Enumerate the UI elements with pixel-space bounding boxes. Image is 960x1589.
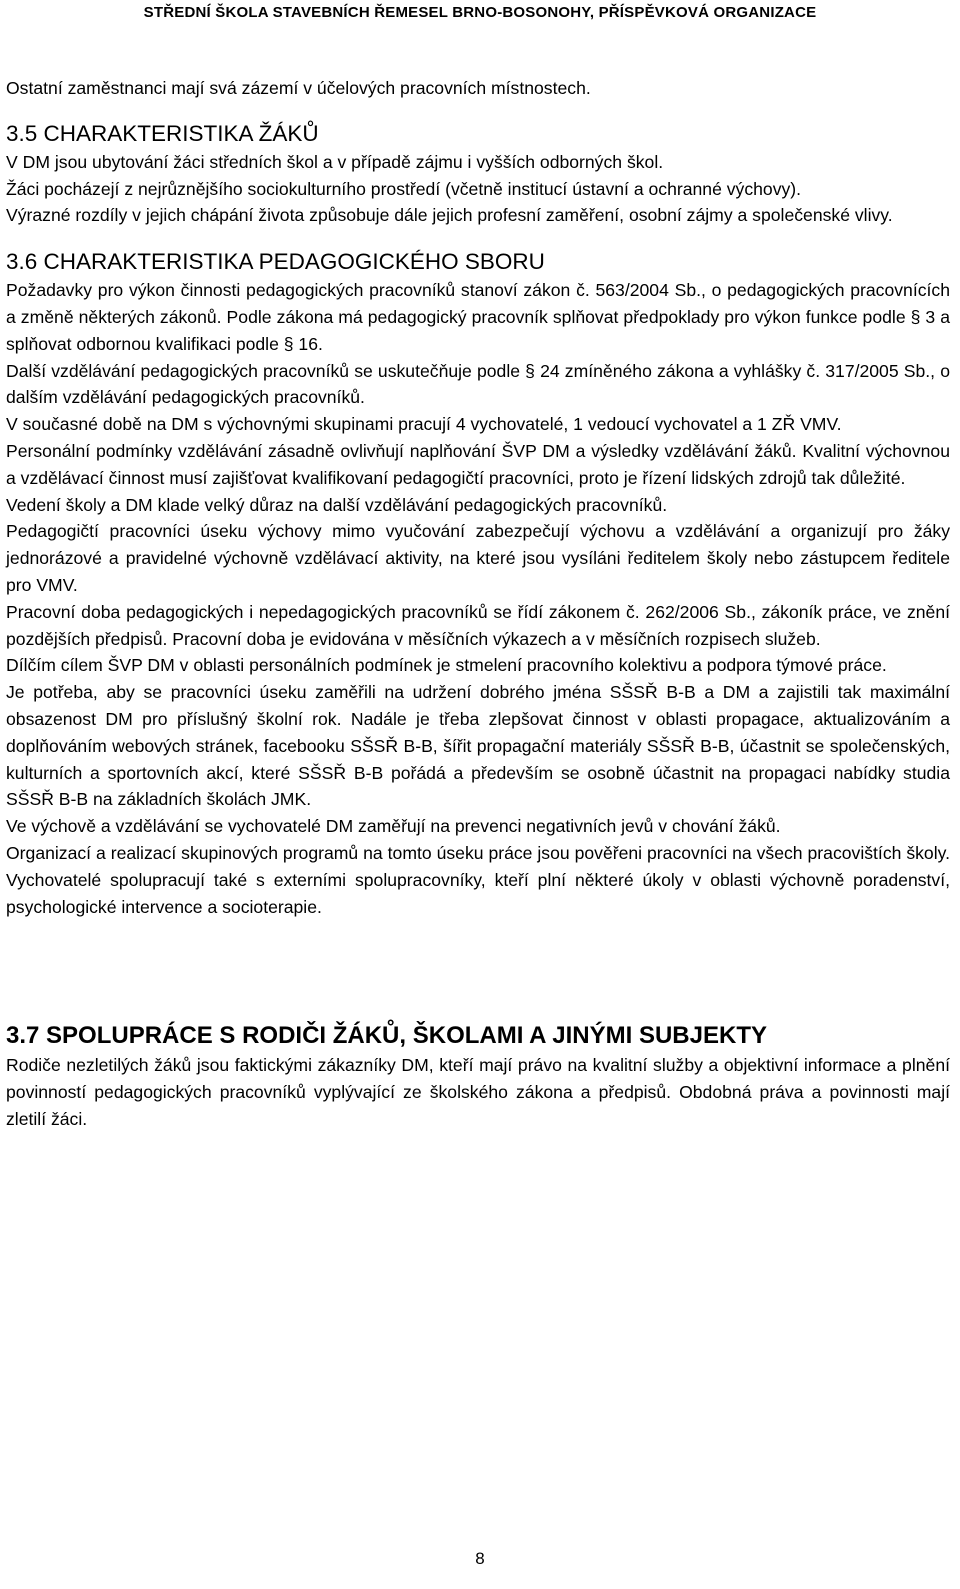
paragraph: Pracovní doba pedagogických i nepedagogických pracovníků se řídí zákonem č. 262/2006 Sb., zákoník práce, ve znění pozdějších předpisů. Pracovní doba je evidována v měsíčních výkazech a v měsíčních rozpisech služeb.: [6, 601, 950, 649]
paragraph: V současné době na DM s výchovnými skupinami pracují 4 vychovatelé, 1 vedoucí vychovatel a 1 ZŘ VMV.: [6, 414, 842, 435]
spacer: [6, 102, 950, 119]
paragraph: Personální podmínky vzdělávání zásadně ovlivňují naplňování ŠVP DM a výsledky vzdělávání žáků. Kvalitní výchovnou a vzdělávací činnost musí zajišťovat kvalifikovaní pedagogičtí pracovníci, proto je řízení lidských zdrojů tak důležité.: [6, 440, 950, 488]
spacer: [6, 229, 950, 247]
paragraph: Ve výchově a vzdělávání se vychovatelé DM zaměřují na prevenci negativních jevů v chování žáků.: [6, 816, 781, 837]
document-body: [6, 75, 950, 1133]
paragraph: Další vzdělávání pedagogických pracovníků se uskutečňuje podle § 24 zmíněného zákona a vyhlášky č. 317/2005 Sb., o dalším vzdělávání pedagogických pracovníků.: [6, 360, 950, 408]
paragraph: Vedení školy a DM klade velký důraz na další vzdělávání pedagogických pracovníků.: [6, 494, 668, 515]
paragraph: Organizací a realizací skupinových programů na tomto úseku práce jsou pověřeni pracovníci na všech pracovištích školy. Vychovatelé spolupracují také s externími spolupracovníky, kteří plní některé úkoly v oblasti výchovně poradenství, psychologické intervence a socioterapie.: [6, 842, 950, 917]
paragraph: V DM jsou ubytování žáci středních škol a v případě zájmu i vyšších odborných škol.: [6, 151, 664, 172]
paragraph: Dílčím cílem ŠVP DM v oblasti personálních podmínek je stmelení pracovního kolektivu a podpora týmové práce.: [6, 655, 887, 676]
intro-paragraph: Ostatní zaměstnanci mají svá zázemí v účelových pracovních místnostech.: [6, 78, 591, 98]
paragraph: Žáci pocházejí z nejrůznějšího sociokulturního prostředí (včetně institucí ústavní a ochranné výchovy).: [6, 178, 802, 199]
paragraph: Výrazné rozdíly v jejich chápání života způsobuje dále jejich profesní zaměření, osobní zájmy a společenské vlivy.: [6, 205, 893, 226]
paragraph: Rodiče nezletilých žáků jsou faktickými zákazníky DM, kteří mají právo na kvalitní služby a objektivní informace a plnění povinností pedagogických pracovníků vyplývající ze školského zákona a předpisů. Obdobná práva a povinnosti mají zletilí žáci.: [6, 1055, 950, 1129]
section-heading-3-5: 3.5 CHARAKTERISTIKA ŽÁKŮ: [6, 120, 319, 146]
spacer: [6, 920, 950, 1020]
section-heading-3-6: 3.6 CHARAKTERISTIKA PEDAGOGICKÉHO SBORU: [6, 249, 545, 275]
paragraph: Je potřeba, aby se pracovníci úseku zaměřili na udržení dobrého jména SŠSŘ B-B a DM a zajistili tak maximální obsazenost DM pro příslušný školní rok. Nadále je třeba zlepšovat činnost v oblasti propagace, aktualizováním a doplňováním webových stránek, facebooku SŠSŘ B-B, šířit propagační materiály SŠSŘ B-B, účastnit se společenských, kulturních a sportovních akcí, které SŠSŘ B-B pořádá a především se osobně účastnit na propagaci nabídky studia SŠSŘ B-B na základních školách JMK.: [6, 682, 950, 810]
paragraph: Pedagogičtí pracovníci úseku výchovy mimo vyučování zabezpečují výchovu a vzdělávání a organizují pro žáky jednorázové a pravidelné výchovně vzdělávací aktivity, na které jsou vysíláni ředitelem školy nebo zástupcem ředitele pro VMV.: [6, 521, 950, 595]
section-heading-3-7: 3.7 SPOLUPRÁCE S RODIČI ŽÁKŮ, ŠKOLAMI A JINÝMI SUBJEKTY: [6, 1022, 767, 1050]
page-number: 8: [475, 1549, 485, 1568]
page-header: STŘEDNÍ ŠKOLA STAVEBNÍCH ŘEMESEL BRNO-BOSONOHY, PŘÍSPĚVKOVÁ ORGANIZACE: [143, 4, 817, 21]
paragraph: Požadavky pro výkon činnosti pedagogických pracovníků stanoví zákon č. 563/2004 Sb., o pedagogických pracovnících a změně některých zákonů. Podle zákona má pedagogický pracovník splňovat předpoklady pro výkon funkce podle § 3 a splňovat odbornou kvalifikaci podle § 16.: [6, 280, 950, 354]
